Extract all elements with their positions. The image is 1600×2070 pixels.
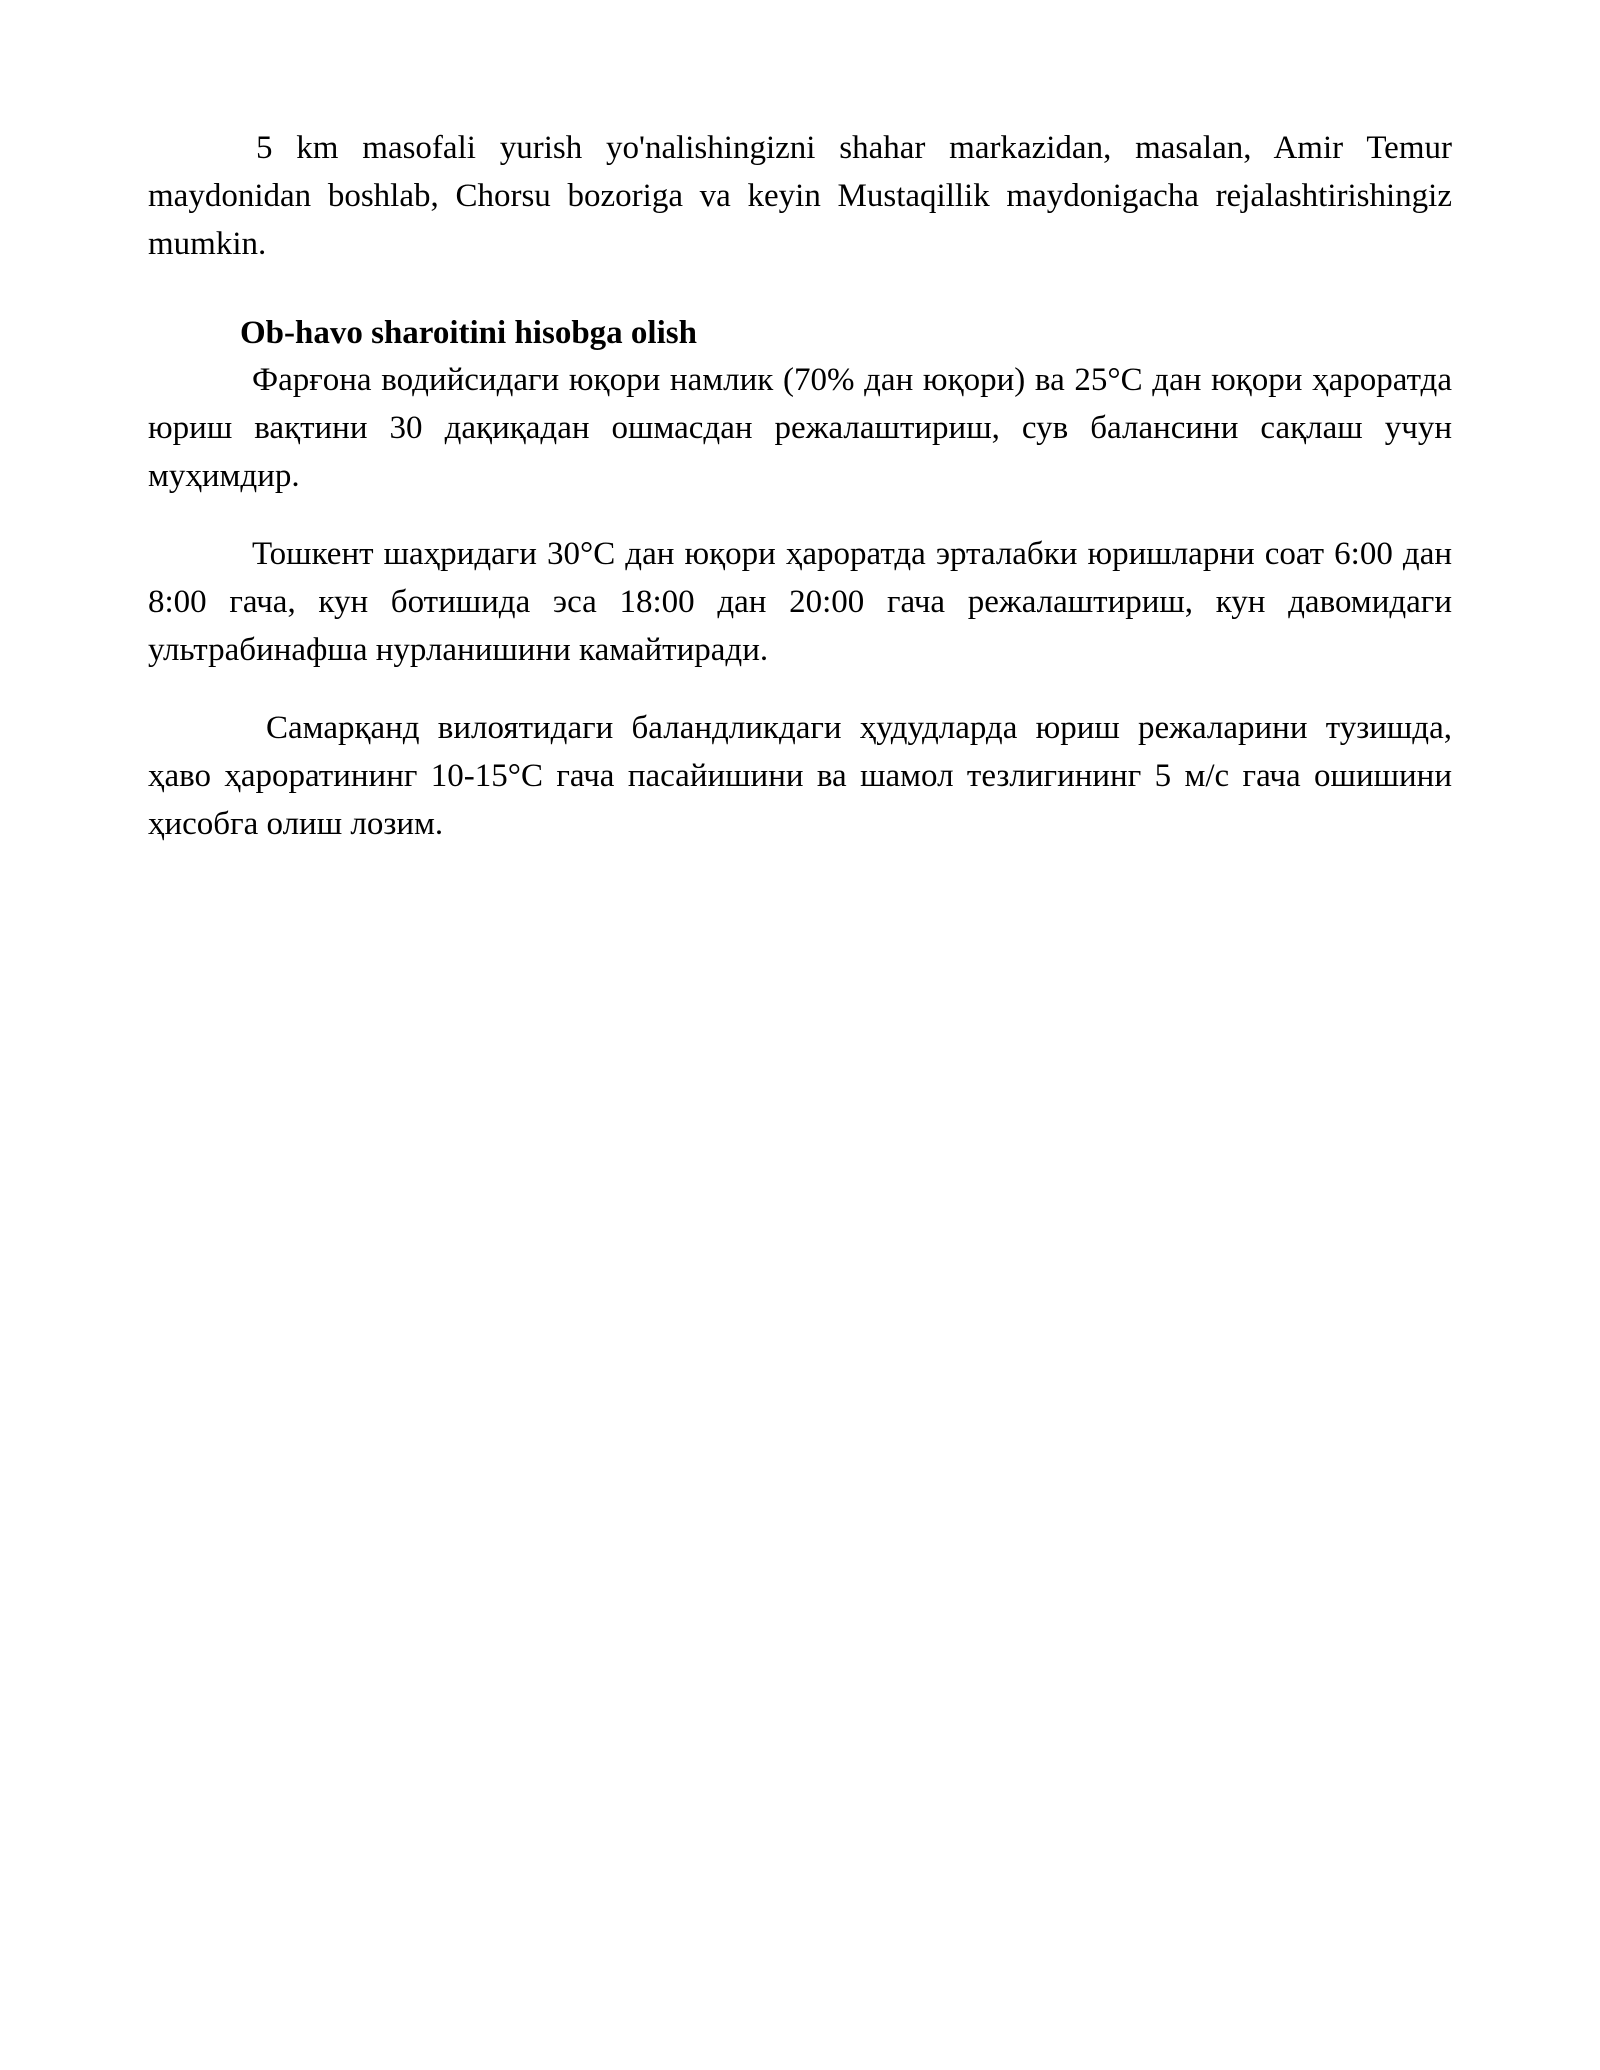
- paragraph-samarkand: Самарқанд вилоятидаги баландликдаги ҳудудларда юриш режаларини тузишда, ҳаво ҳароратининг 10-15°C гача пасайишини ва шамол тезлигининг 5 м/с гача ошишини ҳисобга олиш лозим.: [148, 710, 1452, 842]
- section-heading-weather: Ob-havo sharoitini hisobga olish: [240, 315, 697, 351]
- paragraph-fergana: Фарғона водийсидаги юқори намлик (70% дан юқори) ва 25°C дан юқори ҳароратда юриш вақтини 30 дақиқадан ошмасдан режалаштириш, сув балансини сақлаш учун муҳимдир.: [148, 362, 1452, 494]
- paragraph-route-plan: 5 km masofali yurish yo'nalishingizni shahar markazidan, masalan, Amir Temur maydonidan boshlab, Chorsu bozoriga va keyin Mustaqillik maydonigacha rejalashtirishingiz mumkin.: [148, 130, 1452, 262]
- document-body: [148, 124, 1452, 848]
- paragraph-tashkent: Тошкент шаҳридаги 30°C дан юқори ҳароратда эрталабки юришларни соат 6:00 дан 8:00 гача, кун ботишида эса 18:00 дан 20:00 гача режалаштириш, кун давомидаги ультрабинафша нурланишини камайтиради.: [148, 536, 1452, 668]
